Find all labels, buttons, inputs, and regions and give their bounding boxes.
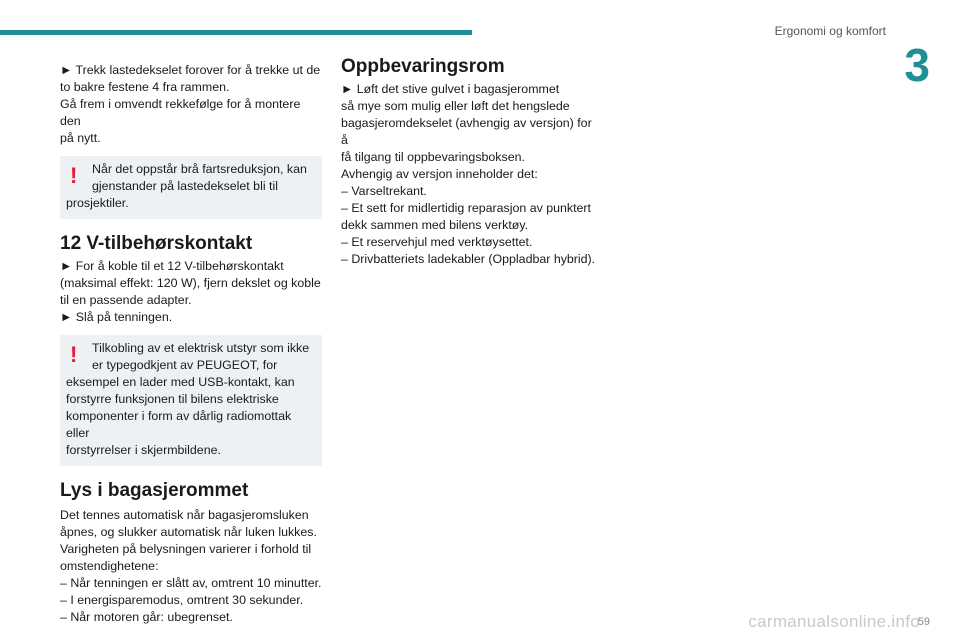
body-line: – I energisparemodus, omtrent 30 sekunder. [60,593,304,607]
body-line: – Når tenningen er slått av, omtrent 10 minutter. [60,576,322,590]
body-line: – Et sett for midlertidig reparasjon av punktert [341,201,591,215]
body-line: Varigheten på belysningen varierer i forhold til [60,542,312,556]
warning-line: eksempel en lader med USB-kontakt, kan [66,375,295,389]
header-accent-bar [0,30,472,35]
body-line: (maksimal effekt: 120 W), fjern dekslet og koble [60,276,321,290]
exclamation-icon: ! [70,342,78,367]
heading-luggage-light: Lys i bagasjerommet [60,480,249,501]
body-line: så mye som mulig eller løft det hengslede [341,99,570,113]
heading-accessory-socket: 12 V-tilbehørskontakt [60,233,253,254]
warning-line: Tilkobling av et elektrisk utstyr som ikke [92,341,310,355]
right-column [341,58,601,268]
intro-line: to bakre festene 4 fra rammen. [60,80,230,94]
body-line: Det tennes automatisk når bagasjeromsluken [60,508,309,522]
warning-box [60,335,322,466]
body-line: bagasjeromdekselet (avhengig av versjon) for å [341,116,592,147]
body-line: Avhengig av versjon inneholder det: [341,167,538,181]
watermark: carmanualsonline.info [748,612,920,631]
left-column [60,62,322,626]
body-line: åpnes, og slukker automatisk når luken lukkes. [60,525,317,539]
body-line: omstendighetene: [60,559,159,573]
body-line: dekk sammen med bilens verktøy. [341,218,529,232]
warning-line: prosjektiler. [66,196,129,210]
intro-line: på nytt. [60,131,101,145]
body-line: ► For å koble til et 12 V-tilbehørskontakt [60,259,284,273]
warning-line: forstyrre funksjonen til bilens elektriske [66,392,279,406]
exclamation-icon: ! [70,163,78,188]
body-line: ► Løft det stive gulvet i bagasjerommet [341,82,560,96]
section-title: Ergonomi og komfort [774,24,886,38]
body-line: – Varseltrekant. [341,184,427,198]
body-line: til en passende adapter. [60,293,192,307]
warning-box [60,156,322,219]
intro-line: Gå frem i omvendt rekkefølge for å montere den [60,97,301,128]
heading-storage: Oppbevaringsrom [341,56,505,77]
page-number: 59 [917,616,930,628]
body-line: få tilgang til oppbevaringsboksen. [341,150,525,164]
body-line: – Et reservehjul med verktøysettet. [341,235,533,249]
warning-line: Når det oppstår brå fartsreduksjon, kan [92,162,307,176]
warning-line: er typegodkjent av PEUGEOT, for [92,358,278,372]
warning-line: forstyrrelser i skjermbildene. [66,443,221,457]
intro-line: ► Trekk lastedekselet forover for å trekke ut de [60,63,321,77]
body-line: ► Slå på tenningen. [60,310,173,324]
body-line: – Drivbatteriets ladekabler (Oppladbar hybrid). [341,252,596,266]
body-line: – Når motoren går: ubegrenset. [60,610,233,624]
warning-line: gjenstander på lastedekselet bli til [92,179,278,193]
chapter-number: 3 [904,39,930,91]
warning-line: komponenter i form av dårlig radiomottak eller [66,409,292,440]
